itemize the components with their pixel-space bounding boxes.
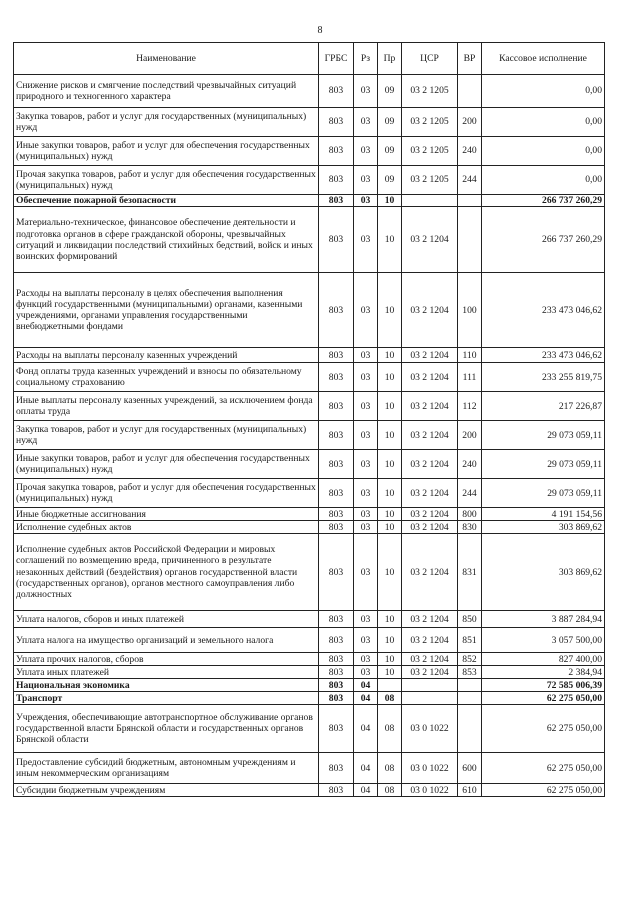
cell-rz: 03: [354, 611, 378, 628]
cell-grbs: 803: [319, 653, 354, 666]
cell-rz: 03: [354, 207, 378, 273]
cell-csr: 03 2 1204: [402, 363, 458, 392]
cell-rz: 03: [354, 108, 378, 137]
cell-amount: 29 073 059,11: [482, 450, 605, 479]
cell-amount: 0,00: [482, 75, 605, 108]
table-row: [14, 450, 605, 479]
cell-csr: 03 2 1204: [402, 508, 458, 521]
table-row: [14, 207, 605, 273]
cell-amount: 233 473 046,62: [482, 348, 605, 363]
cell-vr: 240: [458, 137, 482, 166]
cell-pr: 10: [378, 628, 402, 653]
cell-name: Закупка товаров, работ и услуг для государственных (муниципальных) нужд: [14, 108, 319, 137]
cell-rz: 03: [354, 166, 378, 195]
cell-name: Снижение рисков и смягчение последствий чрезвычайных ситуаций природного и техногенного характера: [14, 75, 319, 108]
cell-amount: 62 275 050,00: [482, 692, 605, 705]
cell-vr: [458, 195, 482, 207]
table-row: [14, 679, 605, 692]
cell-name: Субсидии бюджетным учреждениям: [14, 784, 319, 797]
table-row: [14, 534, 605, 611]
cell-csr: 03 2 1204: [402, 653, 458, 666]
table-row: [14, 348, 605, 363]
cell-grbs: 803: [319, 666, 354, 679]
cell-pr: 09: [378, 166, 402, 195]
cell-pr: 08: [378, 753, 402, 784]
cell-rz: 03: [354, 195, 378, 207]
cell-csr: 03 2 1204: [402, 479, 458, 508]
header-grbs: ГРБС: [319, 43, 354, 75]
cell-csr: [402, 195, 458, 207]
cell-pr: 08: [378, 784, 402, 797]
cell-vr: 850: [458, 611, 482, 628]
cell-pr: 10: [378, 421, 402, 450]
cell-rz: 04: [354, 705, 378, 753]
cell-grbs: 803: [319, 166, 354, 195]
cell-amount: 29 073 059,11: [482, 479, 605, 508]
cell-pr: 10: [378, 392, 402, 421]
cell-vr: 200: [458, 421, 482, 450]
cell-vr: 100: [458, 273, 482, 348]
cell-amount: 266 737 260,29: [482, 195, 605, 207]
cell-csr: 03 2 1204: [402, 348, 458, 363]
cell-rz: 03: [354, 653, 378, 666]
cell-vr: [458, 207, 482, 273]
cell-rz: 04: [354, 753, 378, 784]
cell-pr: 10: [378, 195, 402, 207]
budget-table: [13, 42, 605, 797]
cell-name: Уплата налогов, сборов и иных платежей: [14, 611, 319, 628]
cell-vr: [458, 705, 482, 753]
cell-pr: 10: [378, 508, 402, 521]
cell-rz: 03: [354, 363, 378, 392]
cell-rz: 03: [354, 508, 378, 521]
table-row: [14, 166, 605, 195]
cell-name: Иные бюджетные ассигнования: [14, 508, 319, 521]
cell-pr: [378, 679, 402, 692]
cell-vr: 110: [458, 348, 482, 363]
table-row: [14, 705, 605, 753]
cell-csr: 03 2 1204: [402, 273, 458, 348]
cell-name: Учреждения, обеспечивающие автотранспортное обслуживание органов государственной власти Брянской области и государственных органов Брянской области: [14, 705, 319, 753]
cell-vr: 800: [458, 508, 482, 521]
cell-amount: 266 737 260,29: [482, 207, 605, 273]
cell-pr: 09: [378, 137, 402, 166]
cell-vr: 610: [458, 784, 482, 797]
cell-csr: 03 2 1205: [402, 166, 458, 195]
cell-vr: [458, 679, 482, 692]
table-row: [14, 363, 605, 392]
cell-amount: 303 869,62: [482, 521, 605, 534]
cell-name: Исполнение судебных актов: [14, 521, 319, 534]
cell-name: Транспорт: [14, 692, 319, 705]
cell-grbs: 803: [319, 273, 354, 348]
cell-pr: 10: [378, 666, 402, 679]
cell-csr: 03 2 1205: [402, 137, 458, 166]
cell-amount: 62 275 050,00: [482, 784, 605, 797]
cell-csr: 03 0 1022: [402, 753, 458, 784]
cell-csr: 03 2 1204: [402, 611, 458, 628]
cell-name: Уплата прочих налогов, сборов: [14, 653, 319, 666]
header-name: Наименование: [14, 43, 319, 75]
table-row: [14, 108, 605, 137]
cell-name: Предоставление субсидий бюджетным, автономным учреждениям и иным некоммерческим организациям: [14, 753, 319, 784]
cell-grbs: 803: [319, 521, 354, 534]
cell-csr: 03 0 1022: [402, 784, 458, 797]
cell-name: Исполнение судебных актов Российской Федерации и мировых соглашений по возмещению вреда, причиненного в результате незаконных действий (бездействия) органов государственной власти (государственных органов), органов местного самоуправления либо должностных: [14, 534, 319, 611]
cell-rz: 03: [354, 534, 378, 611]
cell-amount: 3 057 500,00: [482, 628, 605, 653]
table-row: [14, 273, 605, 348]
table-row: [14, 753, 605, 784]
cell-vr: 240: [458, 450, 482, 479]
cell-vr: 852: [458, 653, 482, 666]
table-row: [14, 508, 605, 521]
cell-grbs: 803: [319, 628, 354, 653]
table-row: [14, 611, 605, 628]
cell-rz: 04: [354, 679, 378, 692]
table-row: [14, 75, 605, 108]
cell-vr: 244: [458, 166, 482, 195]
cell-name: Иные выплаты персоналу казенных учреждений, за исключением фонда оплаты труда: [14, 392, 319, 421]
cell-grbs: 803: [319, 753, 354, 784]
cell-csr: 03 2 1204: [402, 450, 458, 479]
cell-grbs: 803: [319, 108, 354, 137]
cell-amount: 303 869,62: [482, 534, 605, 611]
cell-csr: 03 2 1205: [402, 108, 458, 137]
table-row: [14, 195, 605, 207]
cell-rz: 03: [354, 75, 378, 108]
table-row: [14, 521, 605, 534]
cell-grbs: 803: [319, 450, 354, 479]
cell-rz: 03: [354, 666, 378, 679]
cell-grbs: 803: [319, 692, 354, 705]
cell-name: Иные закупки товаров, работ и услуг для обеспечения государственных (муниципальных) нужд: [14, 450, 319, 479]
cell-grbs: 803: [319, 784, 354, 797]
cell-rz: 03: [354, 392, 378, 421]
cell-rz: 03: [354, 421, 378, 450]
cell-rz: 03: [354, 450, 378, 479]
table-row: [14, 392, 605, 421]
cell-rz: 04: [354, 784, 378, 797]
cell-grbs: 803: [319, 534, 354, 611]
cell-vr: 111: [458, 363, 482, 392]
cell-pr: 10: [378, 653, 402, 666]
cell-vr: 851: [458, 628, 482, 653]
cell-vr: 831: [458, 534, 482, 611]
cell-grbs: 803: [319, 207, 354, 273]
cell-csr: 03 0 1022: [402, 705, 458, 753]
cell-name: Закупка товаров, работ и услуг для государственных (муниципальных) нужд: [14, 421, 319, 450]
cell-pr: 10: [378, 534, 402, 611]
cell-amount: 3 887 284,94: [482, 611, 605, 628]
cell-csr: 03 2 1205: [402, 75, 458, 108]
cell-grbs: 803: [319, 479, 354, 508]
cell-amount: 2 384,94: [482, 666, 605, 679]
cell-amount: 217 226,87: [482, 392, 605, 421]
cell-pr: 10: [378, 363, 402, 392]
cell-grbs: 803: [319, 392, 354, 421]
cell-grbs: 803: [319, 137, 354, 166]
cell-pr: 08: [378, 705, 402, 753]
cell-rz: 03: [354, 521, 378, 534]
cell-csr: [402, 692, 458, 705]
cell-amount: 72 585 006,39: [482, 679, 605, 692]
page-number: 8: [317, 25, 323, 36]
header-vr: ВР: [458, 43, 482, 75]
cell-amount: 62 275 050,00: [482, 753, 605, 784]
header-rz: Рз: [354, 43, 378, 75]
cell-vr: 600: [458, 753, 482, 784]
cell-csr: 03 2 1204: [402, 521, 458, 534]
cell-amount: 62 275 050,00: [482, 705, 605, 753]
cell-csr: 03 2 1204: [402, 392, 458, 421]
cell-name: Иные закупки товаров, работ и услуг для обеспечения государственных (муниципальных) нужд: [14, 137, 319, 166]
cell-rz: 04: [354, 692, 378, 705]
cell-csr: 03 2 1204: [402, 666, 458, 679]
header-csr: ЦСР: [402, 43, 458, 75]
cell-amount: 233 473 046,62: [482, 273, 605, 348]
cell-name: Прочая закупка товаров, работ и услуг для обеспечения государственных (муниципальных) нужд: [14, 479, 319, 508]
cell-grbs: 803: [319, 348, 354, 363]
header-amount: Кассовое исполнение: [482, 43, 605, 75]
cell-amount: 0,00: [482, 108, 605, 137]
cell-pr: 08: [378, 692, 402, 705]
cell-amount: 0,00: [482, 166, 605, 195]
table-row: [14, 137, 605, 166]
cell-amount: 233 255 819,75: [482, 363, 605, 392]
cell-grbs: 803: [319, 705, 354, 753]
cell-grbs: 803: [319, 508, 354, 521]
table-row: [14, 692, 605, 705]
cell-pr: 10: [378, 207, 402, 273]
cell-amount: 827 400,00: [482, 653, 605, 666]
cell-rz: 03: [354, 348, 378, 363]
table-row: [14, 653, 605, 666]
cell-name: Расходы на выплаты персоналу в целях обеспечения выполнения функций государственными (муниципальными) органами, казенными учреждениями, органами управления государственными внебюджетными фондами: [14, 273, 319, 348]
cell-name: Обеспечение пожарной безопасности: [14, 195, 319, 207]
cell-rz: 03: [354, 628, 378, 653]
table-header-row: [14, 43, 605, 75]
cell-vr: 200: [458, 108, 482, 137]
cell-name: Уплата иных платежей: [14, 666, 319, 679]
table-row: [14, 628, 605, 653]
cell-grbs: 803: [319, 195, 354, 207]
cell-csr: 03 2 1204: [402, 421, 458, 450]
cell-grbs: 803: [319, 611, 354, 628]
cell-pr: 10: [378, 611, 402, 628]
cell-csr: 03 2 1204: [402, 628, 458, 653]
cell-name: Уплата налога на имущество организаций и земельного налога: [14, 628, 319, 653]
cell-pr: 09: [378, 108, 402, 137]
cell-amount: 0,00: [482, 137, 605, 166]
cell-csr: 03 2 1204: [402, 207, 458, 273]
cell-rz: 03: [354, 137, 378, 166]
cell-pr: 10: [378, 450, 402, 479]
cell-name: Национальная экономика: [14, 679, 319, 692]
cell-name: Материально-техническое, финансовое обеспечение деятельности и подготовка органов в сфере гражданской обороны, чрезвычайных ситуаций и ликвидации последствий стихийных бедствий, войск и иных воинских формирований: [14, 207, 319, 273]
cell-amount: 4 191 154,56: [482, 508, 605, 521]
cell-pr: 10: [378, 273, 402, 348]
cell-csr: [402, 679, 458, 692]
table-row: [14, 784, 605, 797]
cell-vr: [458, 692, 482, 705]
cell-pr: 10: [378, 479, 402, 508]
cell-name: Прочая закупка товаров, работ и услуг для обеспечения государственных (муниципальных) нужд: [14, 166, 319, 195]
cell-grbs: 803: [319, 75, 354, 108]
cell-vr: 112: [458, 392, 482, 421]
cell-rz: 03: [354, 273, 378, 348]
cell-vr: 853: [458, 666, 482, 679]
cell-amount: 29 073 059,11: [482, 421, 605, 450]
cell-vr: [458, 75, 482, 108]
cell-name: Фонд оплаты труда казенных учреждений и взносы по обязательному социальному страхованию: [14, 363, 319, 392]
cell-rz: 03: [354, 479, 378, 508]
header-pr: Пр: [378, 43, 402, 75]
cell-grbs: 803: [319, 421, 354, 450]
cell-grbs: 803: [319, 679, 354, 692]
cell-vr: 830: [458, 521, 482, 534]
cell-csr: 03 2 1204: [402, 534, 458, 611]
cell-pr: 10: [378, 521, 402, 534]
cell-grbs: 803: [319, 363, 354, 392]
cell-vr: 244: [458, 479, 482, 508]
table-row: [14, 479, 605, 508]
cell-name: Расходы на выплаты персоналу казенных учреждений: [14, 348, 319, 363]
cell-pr: 10: [378, 348, 402, 363]
table-row: [14, 421, 605, 450]
table-row: [14, 666, 605, 679]
cell-pr: 09: [378, 75, 402, 108]
